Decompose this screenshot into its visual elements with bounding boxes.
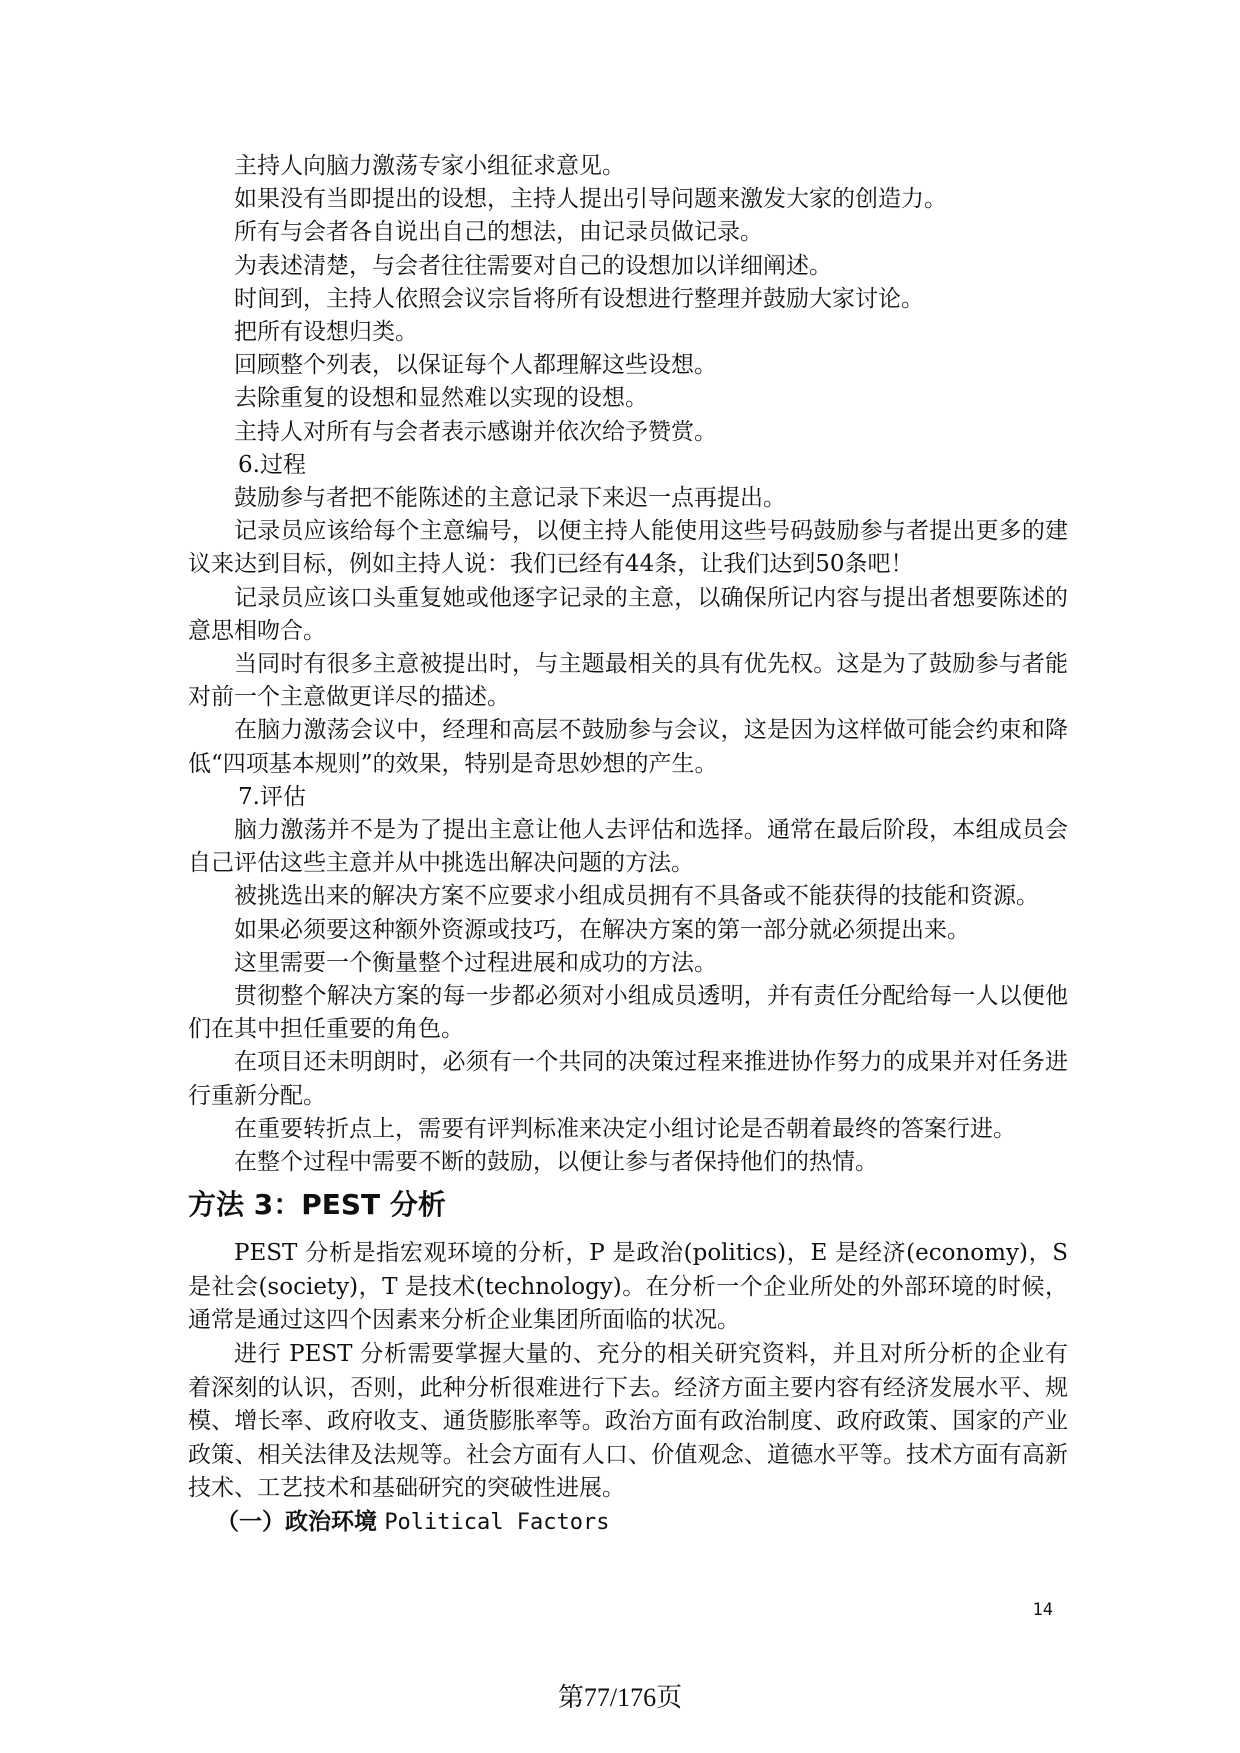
political-factors-heading [188,1506,1068,1540]
paragraph: 在脑力激荡会议中，经理和高层不鼓励参与会议，这是因为这样做可能会约束和降低“四项基本规则”的效果，特别是奇思妙想的产生。 [188,717,1068,777]
page-number: 14 [1032,1600,1053,1620]
paragraph: 主持人向脑力激荡专家小组征求意见。 [234,153,625,179]
paragraph: 当同时有很多主意被提出时，与主题最相关的具有优先权。这是为了鼓励参与者能对前一个主意做更详尽的描述。 [188,651,1068,711]
page-content [188,150,1068,1540]
paragraph: 主持人对所有与会者表示感谢并依次给予赞赏。 [234,418,717,445]
section-title-evaluation: 7.评估 [238,783,306,810]
paragraph: 如果必须要这种额外资源或技巧，在解决方案的第一部分就必须提出来。 [234,916,970,943]
method-heading: 方法 3：PEST 分析 [188,1188,446,1222]
paragraph: 鼓励参与者把不能陈述的主意记录下来迟一点再提出。 [234,485,786,512]
paragraph: 在整个过程中需要不断的鼓励，以便让参与者保持他们的热情。 [234,1149,878,1176]
subheading-en: Political Factors [384,1510,610,1536]
paragraph: 回顾整个列表，以保证每个人都理解这些设想。 [234,352,717,379]
paragraph: 记录员应该口头重复她或他逐字记录的主意，以确保所记内容与提出者想要陈述的意思相吻合。 [188,584,1068,644]
paragraph: 在项目还未明朗时，必须有一个共同的决策过程来推进协作努力的成果并对任务进行重新分配。 [188,1049,1068,1109]
paragraph: 时间到，主持人依照会议宗旨将所有设想进行整理并鼓励大家讨论。 [234,285,924,312]
subheading-cn: （一）政治环境 [216,1509,377,1536]
list-item [188,482,1068,781]
paragraph: 把所有设想归类。 [234,319,418,346]
paragraph: 为表述清楚，与会者往往需要对自己的设想加以详细阐述。 [234,252,832,279]
paragraph: 如果没有当即提出的设想，主持人提出引导问题来激发大家的创造力。 [234,186,947,213]
pest-paragraph: PEST 分析是指宏观环境的分析，P 是政治(politics)，E 是经济(economy)，S 是社会(society)，T 是技术(technology)。在分析一个企业所处的外部环境的时候，通常是通过这四个因素来分析企业集团所面临的状况。 [188,1240,1068,1334]
list-item [188,814,1068,1179]
paragraph: 在重要转折点上，需要有评判标准来决定小组讨论是否朝着最终的答案行进。 [234,1115,1016,1142]
pest-paragraph: 进行 PEST 分析需要掌握大量的、充分的相关研究资料，并且对所分析的企业有着深刻的认识，否则，此种分析很难进行下去。经济方面主要内容有经济发展水平、规模、增长率、政府收支、通货膨胀率等。政治方面有政治制度、政府政策、国家的产业政策、相关法律及法规等。社会方面有人口、价值观念、道德水平等。技术方面有高新技术、工艺技术和基础研究的突破性进展。 [188,1341,1068,1502]
page-footer: 第77/176页 [557,1683,683,1712]
section-title-process: 6.过程 [238,451,306,478]
paragraph: 贯彻整个解决方案的每一步都必须对小组成员透明，并有责任分配给每一人以便他们在其中担任重要的角色。 [188,983,1068,1043]
paragraph: 被挑选出来的解决方案不应要求小组成员拥有不具备或不能获得的技能和资源。 [234,883,1039,910]
paragraph: 记录员应该给每个主意编号，以便主持人能使用这些号码鼓励参与者提出更多的建议来达到目标，例如主持人说：我们已经有44条，让我们达到50条吧！ [188,518,1068,578]
paragraph: 脑力激荡并不是为了提出主意让他人去评估和选择。通常在最后阶段，本组成员会自己评估这些主意并从中挑选出解决问题的方法。 [188,817,1068,877]
paragraph: 所有与会者各自说出自己的想法，由记录员做记录。 [234,219,763,246]
list-item [188,150,1068,449]
paragraph: 这里需要一个衡量整个过程进展和成功的方法。 [234,949,717,976]
paragraph: 去除重复的设想和显然难以实现的设想。 [234,385,648,412]
